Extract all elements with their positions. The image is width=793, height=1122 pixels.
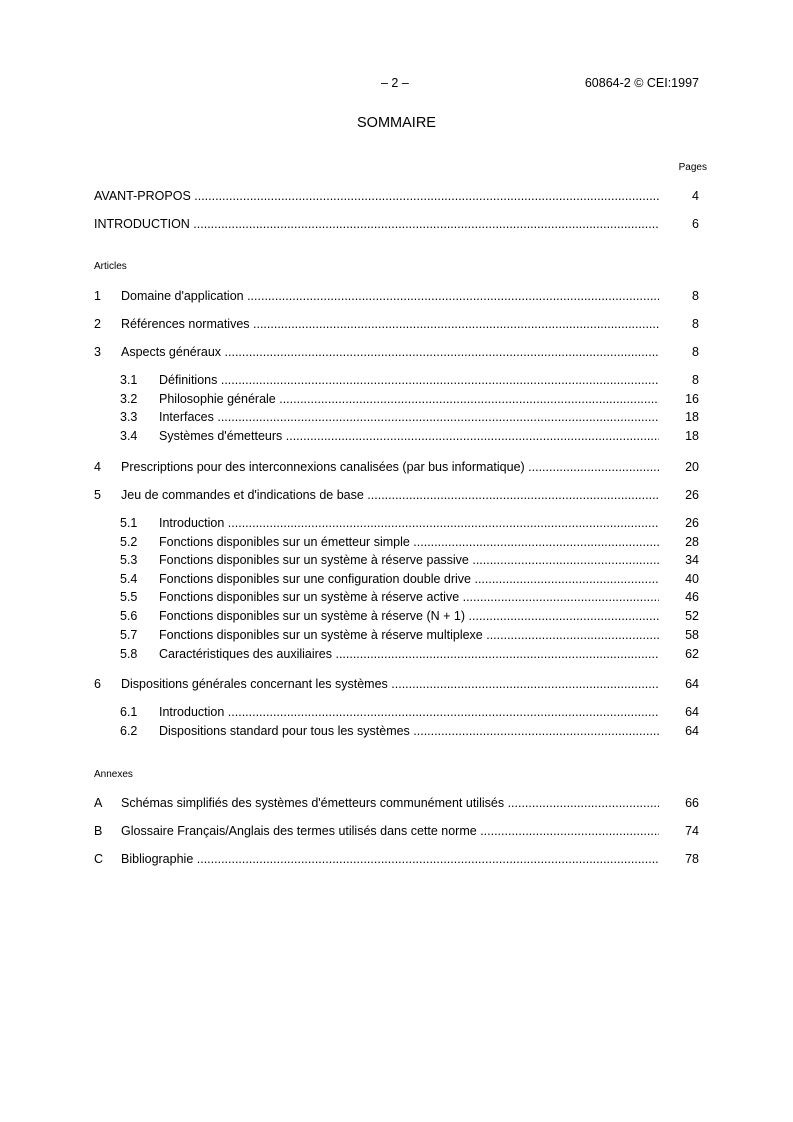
toc-entry-page: 74 [685,824,699,838]
toc-entry-page: 40 [685,572,699,586]
toc-entry-number: 5.2 [120,535,138,549]
toc-entry-text: Schémas simplifiés des systèmes d'émetteurs communément utilisés ..... [121,795,659,811]
toc-entry-number: 5 [94,488,101,502]
toc-entry-text: Aspects généraux ..... [121,344,659,360]
toc-entry-text: Fonctions disponibles sur un émetteur simple ..... [159,534,659,550]
page-title: SOMMAIRE [357,115,436,131]
toc-entry-page: 34 [685,553,699,567]
toc-entry-page: 28 [685,535,699,549]
toc-entry-page: 8 [692,345,699,359]
toc-entry-page: 78 [685,852,699,866]
toc-entry-page: 62 [685,647,699,661]
toc-entry-number: A [94,796,103,810]
toc-subentry[interactable] [94,608,699,624]
toc-entry-page: 64 [685,705,699,719]
toc-entry-page: 46 [685,590,699,604]
toc-subentry[interactable] [94,428,699,444]
toc-entry-text: Interfaces ..... [159,409,659,425]
toc-entry-text: Introduction ..... [159,515,659,531]
toc-entry-text: AVANT-PROPOS ..... [94,188,659,204]
toc-entry-number: C [94,852,104,866]
toc-entry-page: 6 [692,217,699,231]
toc-subentry[interactable] [94,372,699,388]
toc-entry-text: Dispositions standard pour tous les systèmes ..... [159,723,659,739]
toc-annex-entry[interactable] [94,851,699,867]
toc-entry-page: 20 [685,460,699,474]
toc-entry[interactable] [94,288,699,304]
toc-entry-number: 4 [94,460,101,474]
toc-entry[interactable] [94,676,699,692]
toc-annex-entry[interactable] [94,823,699,839]
toc-entry-text: Fonctions disponibles sur une configuration double drive ..... [159,571,659,587]
toc-entry-number: 6 [94,677,101,691]
toc-entry-text: Références normatives ..... [121,316,659,332]
toc-entry-number: 6.1 [120,705,138,719]
toc-entry-page: 26 [685,488,699,502]
toc-entry-page: 8 [692,317,699,331]
toc-entry-text: Définitions ..... [159,372,659,388]
toc-subentry[interactable] [94,723,699,739]
toc-entry-text: Systèmes d'émetteurs ..... [159,428,659,444]
toc-entry-text: Fonctions disponibles sur un système à réserve passive ..... [159,552,659,568]
toc-entry-number: 5.6 [120,609,138,623]
toc-entry[interactable] [94,344,699,360]
toc-entry-page: 18 [685,410,699,424]
toc-entry[interactable] [94,459,699,475]
toc-entry-text: Jeu de commandes et d'indications de base ..... [121,487,659,503]
toc-subentry[interactable] [94,534,699,550]
toc-entry-number: 3.4 [120,429,138,443]
toc-entry-text: Caractéristiques des auxiliaires ..... [159,646,659,662]
toc-entry-page: 16 [685,392,699,406]
toc-entry-text: Domaine d'application ..... [121,288,659,304]
toc-subentry[interactable] [94,627,699,643]
toc-subentry[interactable] [94,646,699,662]
toc-entry-page: 64 [685,724,699,738]
page-header-number: – 2 – [381,76,409,90]
toc-entry-number: 5.3 [120,553,138,567]
toc-entry-number: 6.2 [120,724,138,738]
toc-entry-text: Dispositions générales concernant les systèmes ..... [121,676,659,692]
toc-entry-number: B [94,824,103,838]
toc-entry-number: 3.3 [120,410,138,424]
toc-entry-text: Philosophie générale ..... [159,391,659,407]
toc-entry-number: 5.8 [120,647,138,661]
toc-entry-page: 18 [685,429,699,443]
toc-entry[interactable] [94,316,699,332]
toc-entry-number: 2 [94,317,101,331]
toc-subentry[interactable] [94,571,699,587]
toc-entry-introduction[interactable] [94,216,699,232]
toc-entry-number: 3.1 [120,373,138,387]
toc-entry-text: Fonctions disponibles sur un système à réserve active ..... [159,589,659,605]
articles-section-label: Articles [94,261,127,272]
pages-column-label: Pages [678,162,707,173]
toc-subentry[interactable] [94,704,699,720]
toc-entry-number: 3.2 [120,392,138,406]
toc-subentry[interactable] [94,409,699,425]
toc-subentry[interactable] [94,589,699,605]
toc-entry-page: 4 [692,189,699,203]
toc-entry-text: Glossaire Français/Anglais des termes utilisés dans cette norme ..... [121,823,659,839]
toc-entry-text: Prescriptions pour des interconnexions canalisées (par bus informatique) ..... [121,459,659,475]
toc-entry-text: Introduction ..... [159,704,659,720]
toc-entry[interactable] [94,487,699,503]
toc-entry-page: 8 [692,373,699,387]
toc-subentry[interactable] [94,552,699,568]
toc-entry-number: 5.1 [120,516,138,530]
toc-subentry[interactable] [94,515,699,531]
toc-entry-avant-propos[interactable] [94,188,699,204]
toc-entry-page: 66 [685,796,699,810]
toc-entry-text: INTRODUCTION ..... [94,216,659,232]
toc-entry-text: Bibliographie ..... [121,851,659,867]
annexes-section-label: Annexes [94,769,133,780]
toc-entry-page: 26 [685,516,699,530]
toc-annex-entry[interactable] [94,795,699,811]
toc-entry-number: 1 [94,289,101,303]
toc-entry-number: 5.5 [120,590,138,604]
toc-entry-page: 8 [692,289,699,303]
toc-entry-number: 3 [94,345,101,359]
toc-entry-text: Fonctions disponibles sur un système à réserve multiplexe ..... [159,627,659,643]
toc-entry-page: 52 [685,609,699,623]
toc-entry-page: 64 [685,677,699,691]
page-header-reference: 60864-2 © CEI:1997 [584,76,699,90]
toc-subentry[interactable] [94,391,699,407]
toc-entry-page: 58 [685,628,699,642]
toc-entry-number: 5.4 [120,572,138,586]
toc-entry-text: Fonctions disponibles sur un système à réserve (N + 1) ..... [159,608,659,624]
toc-entry-number: 5.7 [120,628,138,642]
